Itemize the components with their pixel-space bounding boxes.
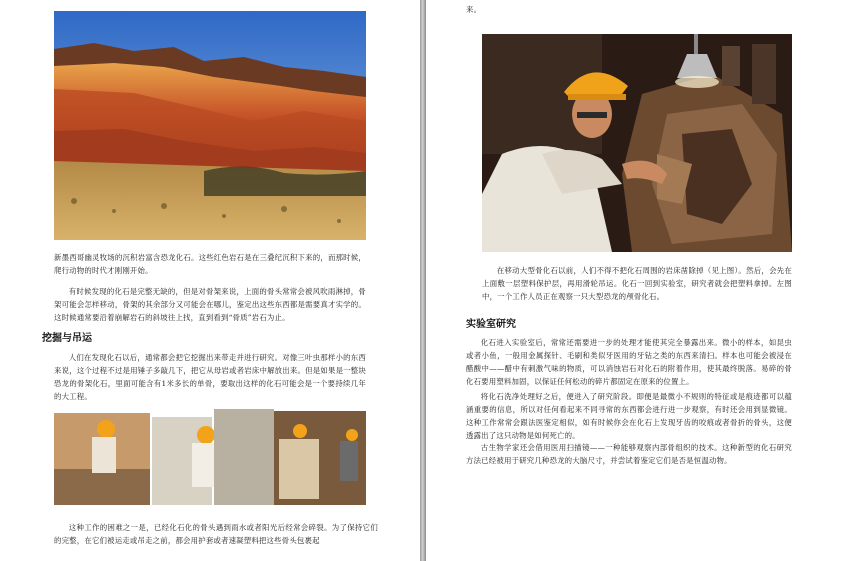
continued-text: 来。 (466, 5, 482, 14)
body-paragraph: 将化石洗净处理好之后，便进入了研究阶段。即便是最微小不规则的特征或是痕迹都可以蕴涵重要的信息，所以对任何看起来不同寻常的东西都会进行进一步观察，有时还会用到显微镜。这种工作常常会跟法医鉴定相似，如有时候你会在化石上发现牙齿的咬痕或者骨折的骨头，这便透露出了这只动物是如何死亡的。 (466, 392, 792, 440)
right-page (426, 0, 842, 561)
photo-caption: 在移动大型骨化石以前，人们不得不把化石周围的岩床凿除掉（见上图）。然后，会先在上面敷一层塑料保护层，再用滑轮吊运。化石一回到实验室，研究者就会把塑料拿掉。左图中，一个工作人员正在观察一只大型恐龙的颅骨化石。 (482, 266, 792, 301)
body-paragraph: 有时候发现的化石是完整无缺的，但是对骨架来说，上面的骨头常常会被风吹雨淋掉，骨架可能会怎样移动，骨架的其余部分又可能会在哪儿，鉴定出这些东西都是需要真才实学的。这时候通常要沿着崩解岩石的斜坡往上找，直到看到“骨质”岩石为止。 (54, 287, 366, 322)
body-paragraph: 古生物学家还会借用医用扫描镜——一种能够观察内部骨组织的技术。这种新型的化石研究方法已经被用于研究几种恐龙的大脑尺寸，并尝试着鉴定它们是否是恒温动物。 (466, 443, 792, 465)
section-heading: 挖掘与吊运 (42, 333, 92, 344)
body-paragraph: 化石进入实验室后，常常还需要进一步的处理才能使其完全暴露出来。微小的样本，如昆虫或者小鱼，一般用金属探针、毛刷和类似牙医用的牙钻之类的东西来清扫。样本也可能会被浸在醋酸中——醋中有刺激气味的物质，可以消蚀岩石对化石的附着作用，使其最终脱落。易碎的骨化石要用塑料加固，以保证任何松动的碎片都固定在原来的位置上。 (466, 338, 792, 386)
body-paragraph: 人们在发现化石以后，通常都会把它挖掘出来带走并进行研究。对像三叶虫那样小的东西来说，这个过程不过是用锤子多敲几下，把它从母岩或者岩床中解放出来。但是如果是一整块恐龙的骨架化石，里面可能含有1米多长的单骨，要取出这样的化石可能会是一个要持续几年的大工程。 (54, 353, 366, 401)
left-page (0, 0, 420, 561)
excavation-photo-strip (54, 409, 366, 509)
photo-caption: 新墨西哥幽灵牧场的沉积岩富含恐龙化石。这些红色岩石是在三叠纪沉积下来的，而那时候，爬行动物的时代才刚刚开始。 (54, 253, 366, 275)
canyon-landscape-photo (54, 11, 366, 240)
section-heading: 实验室研究 (466, 319, 516, 330)
lab-skull-study-photo (482, 34, 792, 252)
body-paragraph: 这种工作的困难之一是，已经化石化的骨头遇到雨水或者阳光后经常会碎裂。为了保持它们的完整，在它们被运走或吊走之前，都会用护套或者速凝塑料把这些骨头包裹起 (54, 523, 378, 545)
